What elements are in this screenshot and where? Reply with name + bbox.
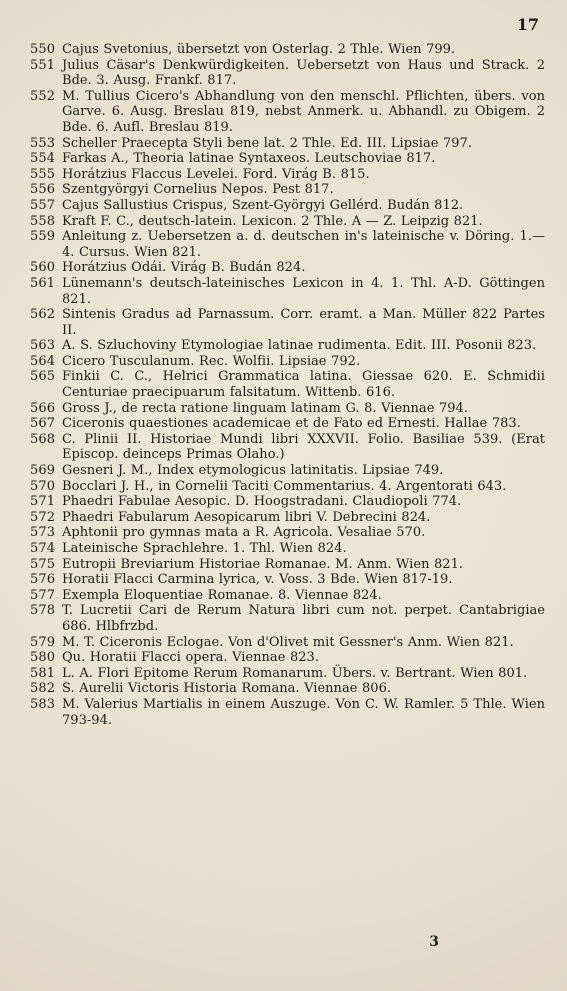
entry-number: 582: [30, 681, 56, 697]
entry-number: 556: [30, 182, 56, 198]
entry-number: 554: [30, 151, 56, 167]
entry-text: Anleitung z. Uebersetzen a. d. deutschen in's lateinische v. Döring. 1.—4. Cursus. Wien 821.: [62, 229, 545, 260]
catalog-entry: [30, 58, 545, 89]
entry-text: Cajus Svetonius, übersetzt von Osterlag. 2 Thle. Wien 799.: [62, 42, 456, 57]
catalog-entry: [30, 666, 545, 682]
entry-text: A. S. Szluchoviny Etymologiae latinae rudimenta. Edit. III. Posonii 823.: [62, 338, 537, 354]
entry-text: Phaedri Fabulae Aesopic. D. Hoogstradani. Claudiopoli 774.: [62, 494, 462, 510]
catalog-entry: [30, 603, 545, 634]
entry-text: Kraft F. C., deutsch-latein. Lexicon. 2 Thle. A — Z. Leipzig 821.: [62, 213, 483, 229]
entry-number: 560: [30, 260, 56, 276]
entry-number: 551: [30, 57, 56, 73]
catalog-entry: [30, 354, 545, 370]
catalog-entry: [30, 479, 545, 495]
catalog-entry: [30, 432, 545, 463]
catalog-entry: [30, 214, 545, 230]
entry-number: 581: [30, 665, 56, 681]
catalog-entry: [30, 681, 545, 697]
entry-text: M. Valerius Martialis in einem Auszuge. Von C. W. Ramler. 5 Thle. Wien 793-94.: [62, 696, 545, 728]
entry-text: Horátzius Flaccus Levelei. Ford. Virág B. 815.: [62, 166, 370, 182]
catalog-entry: [30, 588, 545, 604]
catalog-entry: [30, 416, 545, 432]
entry-number: 577: [30, 587, 56, 603]
entry-text: Sintenis Gradus ad Parnassum. Corr. eramt. a Man. Müller 822 Partes II.: [62, 307, 545, 338]
catalog-entry: [30, 198, 545, 214]
entry-text: Lünemann's deutsch-lateinisches Lexicon in 4. 1. Thl. A-D. Göttingen 821.: [62, 275, 545, 307]
entry-text: Ciceronis quaestiones academicae et de Fato ed Ernesti. Hallae 783.: [62, 416, 521, 432]
catalog-entries: [30, 42, 545, 728]
catalog-entry: [30, 510, 545, 526]
catalog-entry: [30, 541, 545, 557]
entry-number: 566: [30, 400, 56, 416]
catalog-entry: [30, 229, 545, 260]
catalog-entry: [30, 557, 545, 573]
entry-number: 550: [30, 42, 56, 57]
entry-text: Cajus Sallustius Crispus, Szent-Györgyi Gellérd. Budán 812.: [62, 197, 464, 213]
entry-number: 573: [30, 525, 56, 541]
catalog-entry: [30, 276, 545, 307]
entry-text: C. Plinii II. Historiae Mundi libri XXXVII. Folio. Basiliae 539. (Erat Episcop. deinceps Primas Olaho.): [62, 431, 545, 463]
catalog-entry: [30, 525, 545, 541]
catalog-entry: [30, 42, 545, 58]
entry-number: 578: [30, 603, 56, 619]
catalog-entry: [30, 401, 545, 417]
entry-text: Eutropii Breviarium Historiae Romanae. M. Anm. Wien 821.: [62, 556, 464, 572]
entry-text: Phaedri Fabularum Aesopicarum libri V. Debrecini 824.: [62, 509, 431, 525]
entry-text: Horátzius Odái. Virág B. Budán 824.: [62, 260, 306, 276]
entry-text: Exempla Eloquentiae Romanae. 8. Viennae 824.: [62, 587, 382, 603]
entry-number: 565: [30, 369, 56, 385]
entry-text: Farkas A., Theoria latinae Syntaxeos. Leutschoviae 817.: [62, 151, 436, 167]
entry-text: S. Aurelii Victoris Historia Romana. Viennae 806.: [62, 681, 392, 697]
catalog-entry: [30, 572, 545, 588]
entry-text: Cicero Tusculanum. Rec. Wolfii. Lipsiae 792.: [62, 353, 361, 369]
entry-text: Julius Cäsar's Denkwürdigkeiten. Uebersetzt von Haus und Strack. 2 Bde. 3. Ausg. Frankf. 817.: [62, 57, 545, 89]
entry-number: 559: [30, 229, 56, 245]
entry-number: 553: [30, 135, 56, 151]
catalog-entry: [30, 494, 545, 510]
entry-text: Finkii C. C., Helrici Grammatica latina. Giessae 620. E. Schmidii Centuriae praecipuarum falsitatum. Wittenb. 616.: [62, 369, 545, 401]
catalog-entry: [30, 136, 545, 152]
entry-text: Szentgyörgyi Cornelius Nepos. Pest 817.: [62, 182, 334, 198]
catalog-entry: [30, 182, 545, 198]
entry-number: 572: [30, 509, 56, 525]
printer-signature: 3: [429, 934, 439, 950]
entry-text: Gesneri J. M., Index etymologicus latinitatis. Lipsiae 749.: [62, 463, 444, 479]
entry-number: 579: [30, 634, 56, 650]
entry-number: 562: [30, 307, 56, 323]
catalog-entry: [30, 338, 545, 354]
entry-text: Gross J., de recta ratione linguam latinam G. 8. Viennae 794.: [62, 400, 468, 416]
entry-number: 574: [30, 541, 56, 556]
entry-text: T. Lucretii Cari de Rerum Natura libri cum not. perpet. Cantabrigiae 686. Hlbfrzbd.: [62, 603, 545, 634]
entry-number: 583: [30, 696, 56, 712]
catalog-entry: [30, 89, 545, 136]
entry-number: 568: [30, 431, 56, 447]
catalog-entry: [30, 167, 545, 183]
entry-text: Bocclari J. H., in Cornelii Taciti Commentarius. 4. Argentorati 643.: [62, 478, 507, 494]
entry-number: 563: [30, 338, 56, 354]
catalog-entry: [30, 697, 545, 728]
entry-number: 561: [30, 275, 56, 291]
entry-text: M. T. Ciceronis Eclogae. Von d'Olivet mit Gessner's Anm. Wien 821.: [62, 634, 514, 650]
entry-number: 567: [30, 416, 56, 432]
entry-number: 580: [30, 650, 56, 666]
entry-text: Horatii Flacci Carmina lyrica, v. Voss. 3 Bde. Wien 817-19.: [62, 572, 453, 588]
entry-text: Lateinische Sprachlehre. 1. Thl. Wien 824.: [62, 541, 347, 556]
catalog-entry: [30, 650, 545, 666]
catalog-entry: [30, 151, 545, 167]
entry-number: 571: [30, 494, 56, 510]
entry-text: L. A. Flori Epitome Rerum Romanarum. Übers. v. Bertrant. Wien 801.: [62, 665, 528, 681]
entry-text: Scheller Praecepta Styli bene lat. 2 Thle. Ed. III. Lipsiae 797.: [62, 135, 472, 151]
entry-number: 558: [30, 213, 56, 229]
entry-number: 564: [30, 353, 56, 369]
catalog-entry: [30, 307, 545, 338]
entry-text: Aphtonii pro gymnas mata a R. Agricola. Vesaliae 570.: [62, 525, 426, 541]
catalog-entry: [30, 369, 545, 400]
entry-number: 555: [30, 166, 56, 182]
page-number: 17: [516, 15, 539, 34]
catalog-entry: [30, 463, 545, 479]
entry-number: 576: [30, 572, 56, 588]
catalog-entry: [30, 635, 545, 651]
entry-number: 552: [30, 88, 56, 104]
entry-text: M. Tullius Cicero's Abhandlung von den menschl. Pflichten, übers. von Garve. 6. Ausg. Breslau 819, nebst Anmerk. u. Abhandl. zu Obigem. 2 Bde. 6. Aufl. Breslau 819.: [62, 88, 545, 135]
entry-number: 575: [30, 556, 56, 572]
entry-number: 570: [30, 478, 56, 494]
entry-number: 569: [30, 463, 56, 479]
catalog-entry: [30, 260, 545, 276]
entry-text: Qu. Horatii Flacci opera. Viennae 823.: [62, 650, 319, 666]
entry-number: 557: [30, 197, 56, 213]
